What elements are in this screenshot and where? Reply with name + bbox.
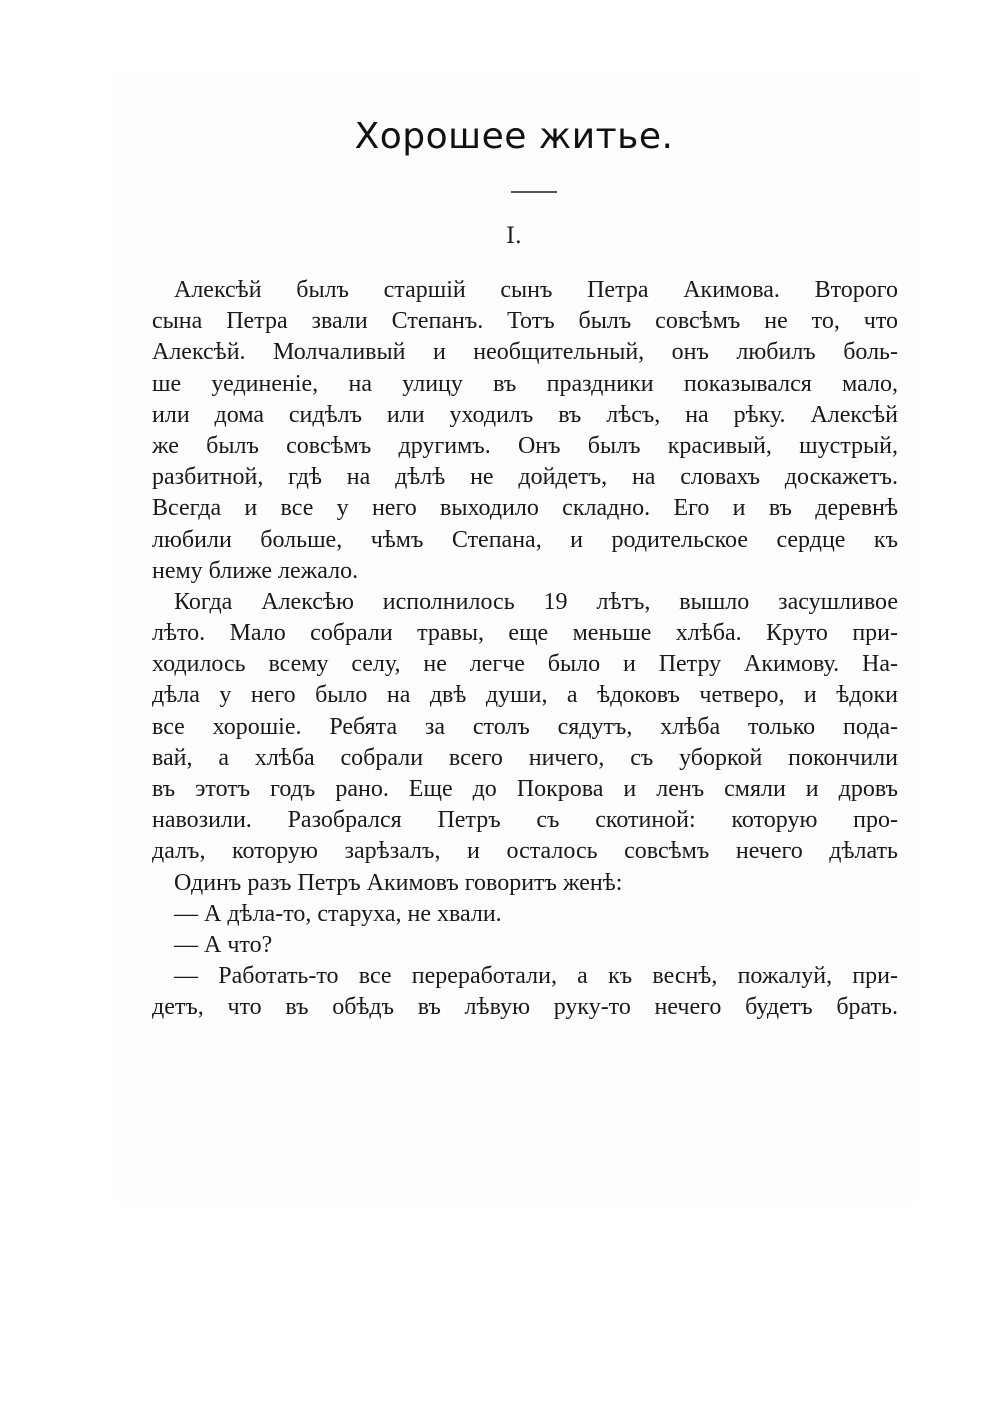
text-line: разбитной, гдѣ на дѣлѣ не дойдетъ, на словахъ доскажетъ. [152, 464, 898, 491]
text-line: любили больше, чѣмъ Степана, и родительское сердце къ [152, 526, 898, 553]
text-line: ходилось всему селу, не легче было и Петру Акимову. На- [152, 651, 898, 678]
text-line: Когда Алексѣю исполнилось 19 лѣтъ, вышло засушливое [174, 588, 898, 615]
paragraph-3 [152, 868, 898, 899]
text-line: Одинъ разъ Петръ Акимовъ говоритъ женѣ: [174, 869, 623, 896]
text-line: въ этотъ годъ рано. Еще до Покрова и ленъ смяли и дровъ [152, 776, 898, 802]
text-line: навозили. Разобрался Петръ съ скотиной: которую про- [152, 807, 898, 834]
chapter-number: I. [506, 224, 522, 249]
text-line: — Работать-то все переработали, а къ веснѣ, пожалуй, при- [174, 963, 898, 990]
text-line: лѣто. Мало собрали травы, еще меньше хлѣба. Круто при- [152, 620, 898, 647]
text-line: Алексѣй былъ старшій сынъ Петра Акимова. Второго [174, 277, 898, 303]
page-title: Хорошее житье. [354, 116, 674, 157]
text-line: детъ, что въ обѣдъ въ лѣвую руку-то нечего будетъ брать. [152, 994, 898, 1021]
text-line: же былъ совсѣмъ другимъ. Онъ былъ красивый, шустрый, [152, 432, 898, 459]
text-line: дѣла у него было на двѣ души, а ѣдоковъ четверо, и ѣдоки [152, 682, 898, 709]
text-line: Алексѣй. Молчаливый и необщительный, онъ любилъ боль- [152, 339, 898, 366]
dialogue-2 [152, 930, 898, 961]
paragraph-2 [152, 587, 898, 868]
text-line: — А что? [174, 931, 273, 958]
paragraph-1 [152, 275, 898, 587]
text-line: Всегда и все у него выходило складно. Его и въ деревнѣ [152, 495, 898, 522]
body-text [152, 275, 898, 1024]
text-line: вай, а хлѣба собрали всего ничего, съ уборкой покончили [152, 744, 898, 771]
book-page [114, 72, 914, 1202]
text-line: далъ, которую зарѣзалъ, и осталось совсѣмъ нечего дѣлать [152, 838, 898, 865]
text-line: все хорошіе. Ребята за столъ сядутъ, хлѣба только пода- [152, 713, 898, 740]
dialogue-3 [152, 961, 898, 1023]
text-line: нему ближе лежало. [152, 557, 359, 584]
text-line: — А дѣла-то, старуха, не хвали. [174, 900, 502, 927]
dialogue-1 [152, 899, 898, 930]
title-divider [511, 191, 557, 193]
text-line: ше уединеніе, на улицу въ праздники показывался мало, [152, 370, 898, 397]
text-line: или дома сидѣлъ или уходилъ въ лѣсъ, на рѣку. Алексѣй [152, 401, 898, 428]
text-line: сына Петра звали Степанъ. Тотъ былъ совсѣмъ не то, что [152, 308, 898, 335]
